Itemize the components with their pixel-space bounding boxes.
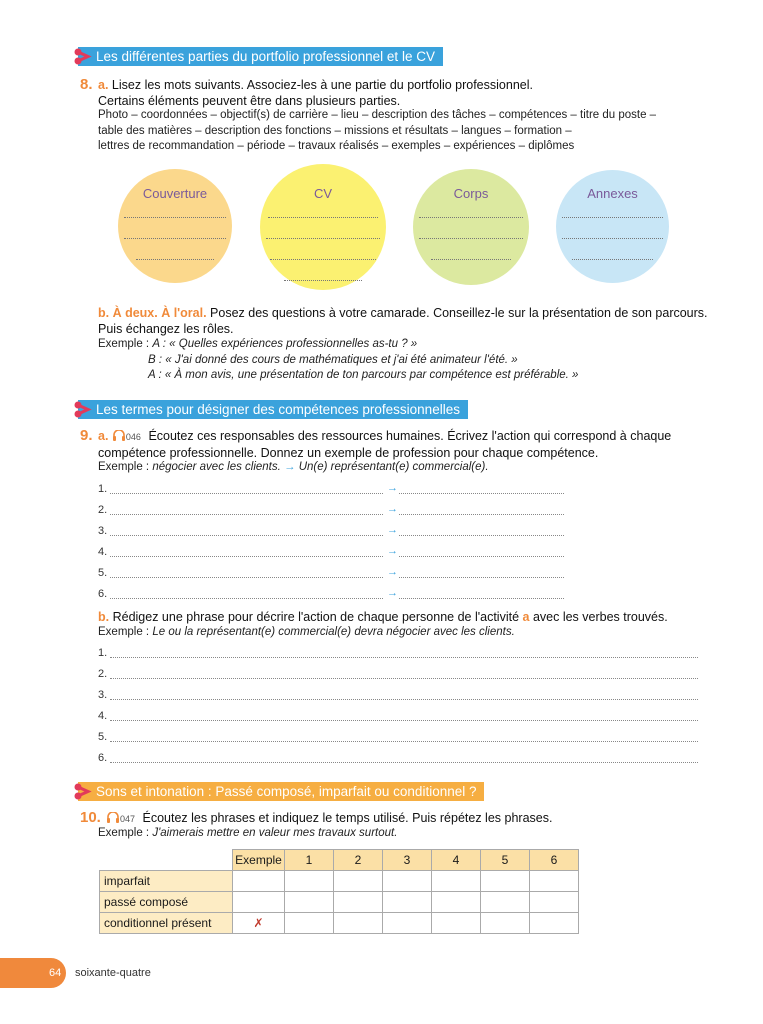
profession-answer-line[interactable] [399, 535, 564, 536]
subpart-label: b. [98, 610, 110, 624]
table-row [100, 892, 579, 913]
action-answer-line[interactable] [110, 514, 383, 515]
circle-label: CV [313, 186, 333, 201]
row-label: imparfait [100, 871, 233, 892]
sentence-answer-line[interactable] [110, 762, 698, 763]
instruction-line: Écoutez les phrases et indiquez le temps utilisé. Puis répétez les phrases. [142, 811, 553, 825]
row-number: 2. [98, 668, 108, 680]
section-title: Les différentes parties du portfolio professionnel et le CV [78, 47, 443, 66]
page-number: 64 [49, 967, 62, 979]
table-cell[interactable] [334, 892, 383, 913]
table-cell[interactable] [481, 892, 530, 913]
table-header: 3 [383, 850, 432, 871]
answer-line[interactable] [124, 238, 226, 239]
track-number: 047 [120, 814, 136, 824]
answer-row [98, 567, 568, 581]
table-cell[interactable] [285, 913, 334, 934]
instruction-line: compétence professionnelle. Donnez un exemple de profession pour chaque compétence. [98, 446, 599, 460]
table-cell[interactable] [285, 871, 334, 892]
instruction-line: Posez des questions à votre camarade. Conseillez-le sur la présentation de son parcours. [210, 306, 708, 320]
subpart-label: b. À deux. À l'oral. [98, 306, 207, 320]
instruction-line: Puis échangez les rôles. [98, 322, 234, 336]
table-row [100, 871, 579, 892]
section-marker-icon [74, 783, 94, 800]
answer-row [98, 731, 698, 745]
answer-line[interactable] [266, 238, 380, 239]
arrow-icon: → [387, 545, 398, 557]
action-answer-line[interactable] [110, 598, 383, 599]
table-header: 6 [530, 850, 579, 871]
answer-row [98, 689, 698, 703]
table-header: 5 [481, 850, 530, 871]
example-label: Exemple : [98, 461, 150, 473]
tense-table [99, 849, 579, 934]
example-label: Exemple : [98, 827, 150, 839]
profession-answer-line[interactable] [399, 577, 564, 578]
action-answer-line[interactable] [110, 577, 383, 578]
table-cell[interactable] [432, 892, 481, 913]
word-list [98, 108, 656, 155]
table-cell[interactable] [530, 871, 579, 892]
profession-answer-line[interactable] [399, 514, 564, 515]
word-list-line: table des matières – description des fonctions – missions et résultats – langues – formation – [98, 124, 572, 137]
instruction-line: Rédigez une phrase pour décrire l'action de chaque personne de l'activité [112, 610, 520, 624]
answer-row [98, 588, 568, 602]
table-cell[interactable] [432, 913, 481, 934]
answer-line[interactable] [572, 259, 653, 260]
example-label: Exemple : [98, 626, 150, 638]
sentence-answer-line[interactable] [110, 678, 698, 679]
row-number: 6. [98, 752, 108, 764]
table-cell[interactable] [432, 871, 481, 892]
answer-line[interactable] [270, 259, 376, 260]
table-cell[interactable] [285, 892, 334, 913]
page-number-words: soixante-quatre [75, 967, 151, 979]
section-header-sons [78, 782, 484, 801]
row-number: 4. [98, 710, 108, 722]
row-number: 3. [98, 525, 108, 537]
arrow-icon: → [387, 503, 398, 515]
action-answer-line[interactable] [110, 556, 383, 557]
word-list-line: lettres de recommandation – période – travaux réalisés – exemples – expériences – diplômes [98, 140, 575, 152]
example-label: Exemple : [98, 338, 150, 350]
exercise-8a-instructions [98, 77, 533, 109]
table-cell[interactable] [383, 913, 432, 934]
exercise-9a-instructions [98, 428, 671, 461]
table-cell[interactable] [233, 871, 285, 892]
arrow-icon: → [387, 524, 398, 536]
exercise-9b-example [98, 625, 515, 641]
table-cell[interactable] [233, 892, 285, 913]
answer-row [98, 710, 698, 724]
answer-line[interactable] [562, 217, 663, 218]
row-label: conditionnel présent [100, 913, 233, 934]
arrow-icon: → [387, 482, 398, 494]
table-cell[interactable] [530, 913, 579, 934]
exercise-9a-example [98, 460, 489, 476]
section-marker-icon [74, 401, 94, 418]
action-answer-line[interactable] [110, 535, 383, 536]
word-list-line: Photo – coordonnées – objectif(s) de carrière – lieu – description des tâches – compétences – titre du poste – [98, 109, 657, 121]
action-answer-line[interactable] [110, 493, 383, 494]
section-header-competences [78, 400, 468, 419]
row-number: 1. [98, 483, 108, 495]
table-corner [100, 850, 233, 871]
table-cell[interactable] [334, 913, 383, 934]
example-line: A : « Quelles expériences professionnelles as-tu ? » [152, 338, 418, 350]
arrow-icon: → [387, 587, 398, 599]
sentence-answer-line[interactable] [110, 741, 698, 742]
example-text: J'aimerais mettre en valeur mes travaux surtout. [152, 827, 398, 839]
exercise-10-example [98, 826, 397, 842]
answer-row [98, 504, 568, 518]
sentence-answer-line[interactable] [110, 657, 698, 658]
sentence-answer-line[interactable] [110, 699, 698, 700]
circle-annexes [556, 170, 669, 283]
audio-icon[interactable] [106, 812, 120, 823]
circle-corps [413, 169, 529, 285]
table-row [100, 913, 579, 934]
arrow-icon: → [284, 461, 296, 473]
answer-row [98, 647, 698, 661]
answer-line[interactable] [562, 238, 663, 239]
audio-icon[interactable] [112, 430, 126, 441]
row-number: 6. [98, 588, 108, 600]
answer-row [98, 752, 698, 766]
circle-couverture [118, 169, 232, 283]
section-marker-icon [74, 48, 94, 65]
table-header: 4 [432, 850, 481, 871]
example-line: A : « À mon avis, une présentation de ton parcours par compétence est préférable. » [148, 369, 579, 381]
example-result: Un(e) représentant(e) commercial(e). [298, 461, 489, 473]
arrow-icon: → [387, 566, 398, 578]
table-cell[interactable] [481, 913, 530, 934]
table-cell[interactable] [383, 871, 432, 892]
exercise-10-instructions [106, 810, 552, 827]
answer-line[interactable] [431, 259, 511, 260]
example-line: B : « J'ai donné des cours de mathématiques et j'ai été animateur l'été. » [148, 353, 518, 366]
row-label: passé composé [100, 892, 233, 913]
answer-line[interactable] [419, 217, 523, 218]
answer-row [98, 483, 568, 497]
table-header: Exemple [233, 850, 285, 871]
exercise-8b-instructions [98, 305, 708, 337]
answer-line[interactable] [284, 280, 362, 281]
track-number: 046 [125, 432, 141, 442]
table-header: 2 [334, 850, 383, 871]
table-cell[interactable] [481, 871, 530, 892]
row-number: 5. [98, 731, 108, 743]
subpart-label: a. [98, 429, 109, 443]
table-cell[interactable] [530, 892, 579, 913]
example-mark-cell: ✗ [233, 913, 285, 934]
row-number: 2. [98, 504, 108, 516]
table-cell[interactable] [334, 871, 383, 892]
row-number: 1. [98, 647, 108, 659]
profession-answer-line[interactable] [399, 493, 564, 494]
answer-row [98, 525, 568, 539]
circle-label: Annexes [587, 186, 638, 201]
sentence-answer-line[interactable] [110, 720, 698, 721]
example-dialogue [98, 337, 578, 384]
instruction-line: avec les verbes trouvés. [532, 610, 668, 624]
answer-row [98, 668, 698, 682]
row-number: 4. [98, 546, 108, 558]
exercise-number-10: 10. [80, 809, 101, 826]
section-title: Les termes pour désigner des compétences professionnelles [78, 400, 468, 419]
answer-line[interactable] [124, 217, 226, 218]
exercise-9b-instructions [98, 609, 668, 625]
section-title: Sons et intonation : Passé composé, imparfait ou conditionnel ? [78, 782, 484, 801]
instruction-line: Écoutez ces responsables des ressources humaines. Écrivez l'action qui correspond à chaque [148, 429, 672, 443]
instruction-line: Certains éléments peuvent être dans plusieurs parties. [98, 94, 401, 108]
table-cell[interactable] [383, 892, 432, 913]
section-header-portfolio [78, 47, 443, 66]
table-header-row [100, 850, 579, 871]
profession-answer-line[interactable] [399, 556, 564, 557]
circle-label: Couverture [142, 186, 208, 201]
exercise-number-8: 8. [80, 76, 93, 93]
example-text: Le ou la représentant(e) commercial(e) devra négocier avec les clients. [152, 626, 515, 638]
answer-line[interactable] [268, 217, 378, 218]
row-number: 5. [98, 567, 108, 579]
table-header: 1 [285, 850, 334, 871]
answer-row [98, 546, 568, 560]
subpart-label: a. [98, 78, 109, 92]
circle-cv [260, 164, 386, 290]
example-text: négocier avec les clients. [152, 461, 281, 473]
circle-label: Corps [453, 186, 489, 201]
answer-line[interactable] [419, 238, 523, 239]
exercise-number-9: 9. [80, 427, 93, 444]
activity-ref: a [522, 610, 530, 624]
row-number: 3. [98, 689, 108, 701]
answer-line[interactable] [136, 259, 214, 260]
instruction-line: Lisez les mots suivants. Associez-les à une partie du portfolio professionnel. [111, 78, 533, 92]
profession-answer-line[interactable] [399, 598, 564, 599]
